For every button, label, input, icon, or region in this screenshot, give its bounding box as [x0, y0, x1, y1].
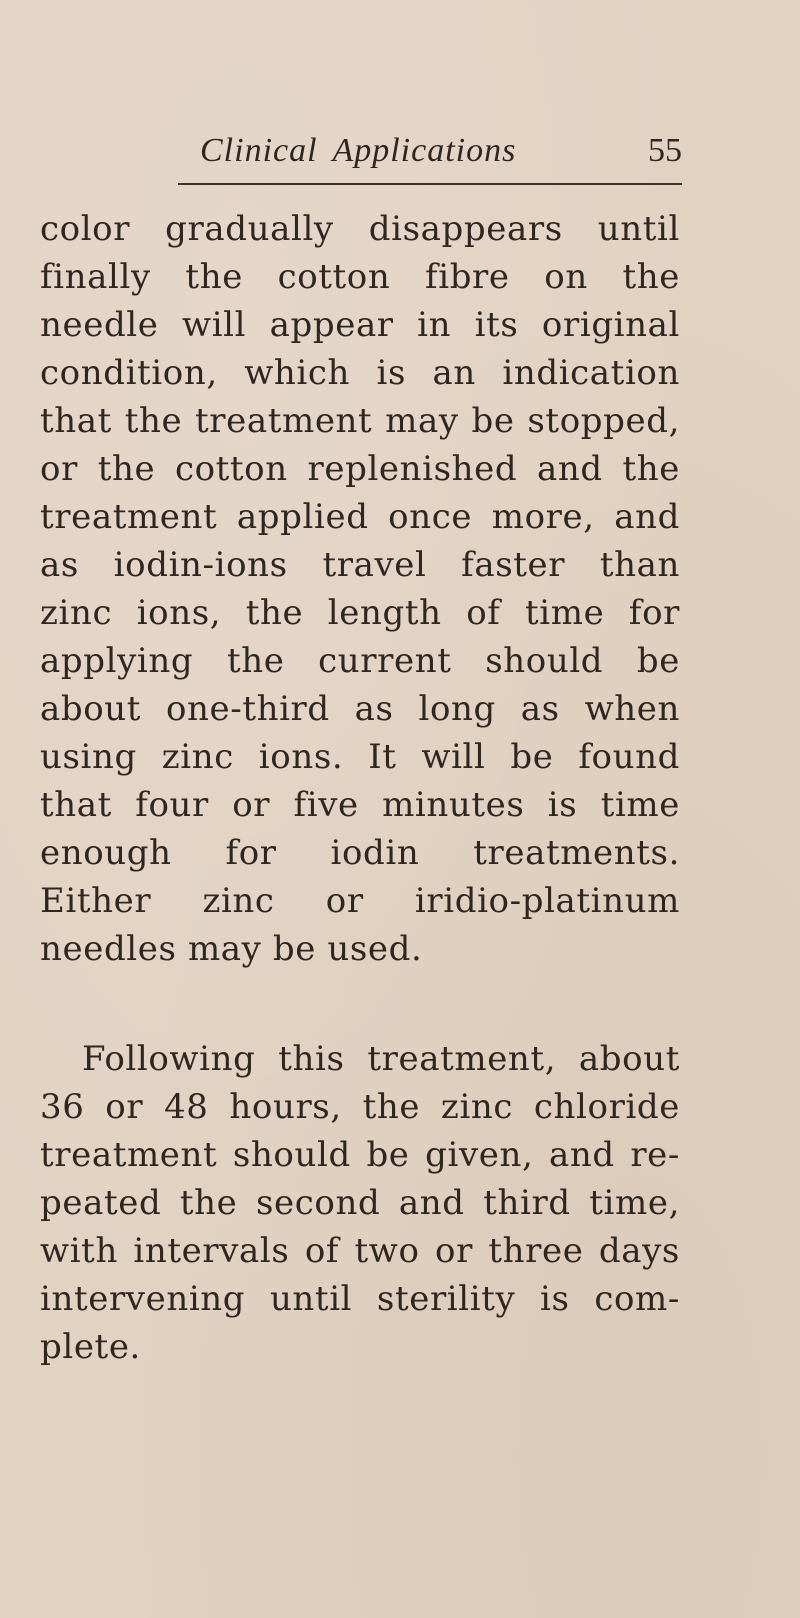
paragraph-1	[40, 205, 680, 973]
text-line: Either zinc or iridio-platinum	[40, 881, 680, 921]
text-line: zinc ions, the length of time for	[40, 593, 680, 633]
text-line: treatment should be given, and re-	[40, 1135, 680, 1175]
header-rule	[178, 183, 682, 185]
text-line: 36 or 48 hours, the zinc chloride	[40, 1087, 680, 1127]
text-line: treatment applied once more, and	[40, 497, 680, 537]
text-line: needles may be used.	[40, 929, 423, 969]
text-line: with intervals of two or three days	[40, 1231, 680, 1271]
running-title: Clinical Applications	[200, 132, 517, 169]
running-head	[152, 132, 682, 180]
text-line: condition, which is an indication	[40, 353, 680, 393]
body-text	[40, 205, 680, 1371]
text-line: finally the cotton fibre on the	[40, 257, 680, 297]
text-line: applying the current should be	[40, 641, 680, 681]
text-line: intervening until sterility is com-	[40, 1279, 680, 1319]
text-line: color gradually disappears until	[40, 209, 680, 249]
text-line: peated the second and third time,	[40, 1183, 680, 1223]
paragraph-spacer	[40, 973, 680, 1035]
text-line: as iodin-ions travel faster than	[40, 545, 680, 585]
text-line: plete.	[40, 1327, 141, 1367]
text-line: Following this treatment, about	[82, 1039, 680, 1079]
text-line: that four or five minutes is time	[40, 785, 680, 825]
text-line: or the cotton replenished and the	[40, 449, 680, 489]
text-line: about one-third as long as when	[40, 689, 680, 729]
text-line: that the treatment may be stopped,	[40, 401, 680, 441]
page-number: 55	[648, 132, 682, 169]
text-line: enough for iodin treatments.	[40, 833, 680, 873]
text-line: using zinc ions. It will be found	[40, 737, 680, 777]
text-line: needle will appear in its original	[40, 305, 680, 345]
paragraph-2	[40, 1035, 680, 1371]
